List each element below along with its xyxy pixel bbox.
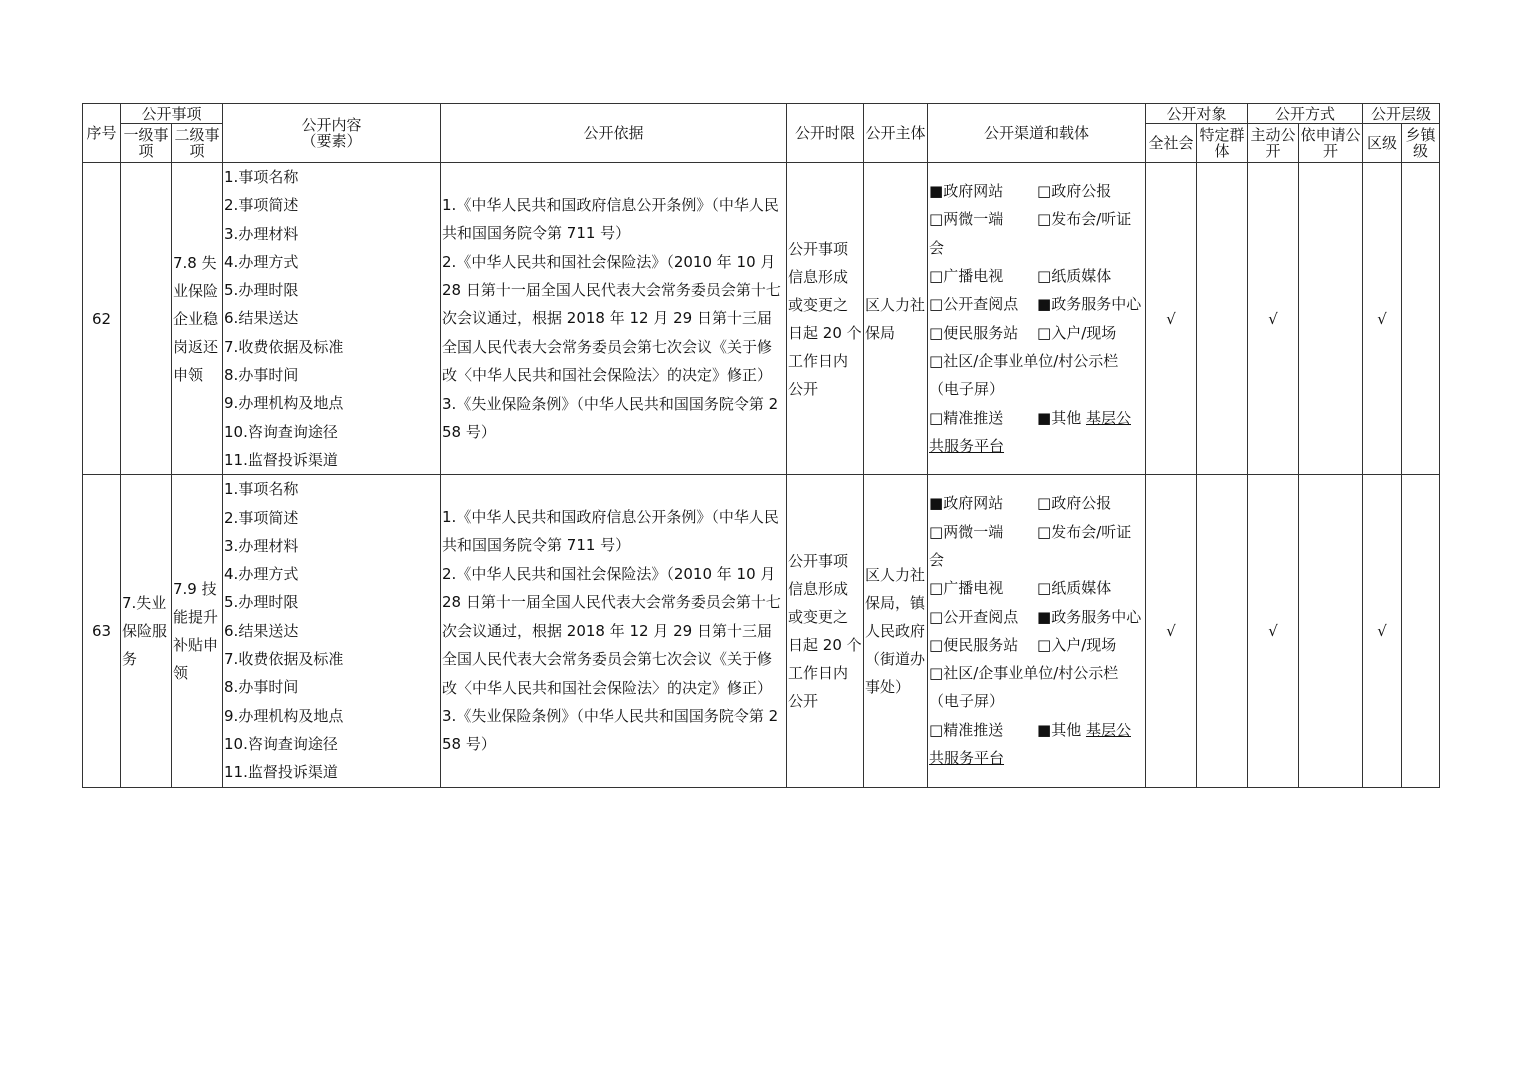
cell-level2	[172, 163, 223, 475]
cell-mode-active: √	[1248, 475, 1299, 787]
channel-option: □发布会/听证	[1037, 210, 1132, 229]
content-item: 9.办理机构及地点	[224, 394, 344, 413]
channel-option: □公开查阅点	[929, 295, 1019, 314]
time-limit-text: 公开事项信息形成或变更之日起 20 个工作日内公开	[788, 551, 862, 710]
content-item: 9.办理机构及地点	[224, 706, 344, 725]
subject-text: 区人力社保局	[865, 295, 926, 342]
content-item: 8.办事时间	[224, 366, 299, 385]
channel-option: □精准推送	[929, 720, 1004, 739]
header-content-line1: 公开内容	[301, 116, 362, 134]
channel-other-value-cont: 共服务平台	[929, 436, 1005, 455]
content-list	[223, 163, 440, 474]
content-item: 1.事项名称	[224, 480, 299, 499]
basis-clause: 3.《失业保险条例》（中华人民共和国国务院令第 258 号）	[442, 706, 779, 754]
header-level-group: 公开层级	[1363, 104, 1440, 124]
level2-text: 7.8 失业保险企业稳岗返还申领	[173, 253, 219, 384]
basis-text	[441, 503, 786, 759]
cell-content	[223, 475, 441, 787]
header-object-group: 公开对象	[1146, 104, 1248, 124]
cell-content	[223, 163, 441, 475]
channel-option: □精准推送	[929, 408, 1004, 427]
cell-subject	[864, 163, 928, 475]
content-item: 6.结果送达	[224, 621, 299, 640]
header-mode-active: 主动公开	[1248, 124, 1299, 163]
channel-option: □纸质媒体	[1037, 579, 1112, 598]
basis-clause: 2.《中华人民共和国社会保险法》（2010 年 10 月 28 日第十一届全国人民代表大会常务委员会第十七次会议通过，根据 2018 年 12 月 29 日第十三届全国人民代表大会常务委员会第七次会议《关于修改〈中华人民共和国社会保险法〉的决定》修正）	[442, 564, 781, 697]
channel-option: □便民服务站	[929, 635, 1019, 654]
channel-option: □政府公报	[1037, 182, 1112, 201]
cell-mode-active: √	[1248, 163, 1299, 475]
header-level2: 二级事项	[172, 124, 223, 163]
channel-option: □便民服务站	[929, 323, 1019, 342]
cell-mode-request	[1299, 163, 1363, 475]
content-item: 2.事项简述	[224, 508, 299, 527]
content-item: 8.办事时间	[224, 678, 299, 697]
cell-channel	[928, 475, 1146, 787]
channel-list	[928, 489, 1145, 772]
header-basis: 公开依据	[441, 104, 787, 163]
channel-option: □纸质媒体	[1037, 267, 1112, 286]
time-limit-text: 公开事项信息形成或变更之日起 20 个工作日内公开	[788, 239, 862, 398]
channel-option: □政府公报	[1037, 494, 1112, 513]
cell-mode-request	[1299, 475, 1363, 787]
channel-option: ■其他	[1037, 720, 1082, 739]
table-body	[83, 163, 1440, 788]
cell-basis	[441, 163, 787, 475]
content-item: 2.事项简述	[224, 196, 299, 215]
basis-clause: 3.《失业保险条例》（中华人民共和国国务院令第 258 号）	[442, 394, 779, 442]
header-time-limit: 公开时限	[787, 104, 864, 163]
basis-clause: 1.《中华人民共和国政府信息公开条例》（中华人民共和国国务院令第 711 号）	[442, 195, 779, 243]
cell-channel	[928, 163, 1146, 475]
content-item: 11.监督投诉渠道	[224, 763, 338, 782]
channel-option: □两微一端	[929, 210, 1004, 229]
header-object-specific: 特定群体	[1197, 124, 1248, 163]
content-item: 3.办理材料	[224, 536, 299, 555]
content-item: 4.办理方式	[224, 565, 299, 584]
channel-option: ■其他	[1037, 408, 1082, 427]
cell-object-specific	[1197, 163, 1248, 475]
content-item: 4.办理方式	[224, 252, 299, 271]
channel-list	[928, 177, 1145, 460]
content-item: 10.咨询查询途径	[224, 734, 338, 753]
cell-level-district: √	[1363, 163, 1402, 475]
channel-option: □入户/现场	[1037, 323, 1117, 342]
cell-object-specific	[1197, 475, 1248, 787]
basis-text	[441, 191, 786, 447]
content-item: 5.办理时限	[224, 281, 299, 300]
table-row	[83, 475, 1440, 787]
channel-option-cont: 会	[929, 551, 945, 569]
content-list	[223, 475, 440, 786]
content-item: 5.办理时限	[224, 593, 299, 612]
channel-option: ■政务服务中心	[1037, 295, 1142, 314]
channel-other-value-cont: 共服务平台	[929, 749, 1005, 768]
header-seq: 序号	[83, 104, 121, 163]
channel-other-value: 基层公	[1085, 720, 1131, 739]
cell-level-town	[1402, 475, 1440, 787]
cell-basis	[441, 475, 787, 787]
table-row	[83, 163, 1440, 475]
channel-option: ■政务服务中心	[1037, 607, 1142, 626]
cell-level-town	[1402, 163, 1440, 475]
channel-option: □社区/企事业单位/村公示栏	[929, 664, 1119, 683]
basis-clause: 2.《中华人民共和国社会保险法》（2010 年 10 月 28 日第十一届全国人民代表大会常务委员会第十七次会议通过，根据 2018 年 12 月 29 日第十三届全国人民代表大会常务委员会第七次会议《关于修改〈中华人民共和国社会保险法〉的决定》修正）	[442, 252, 781, 385]
channel-option: □社区/企事业单位/村公示栏	[929, 351, 1119, 370]
channel-option-cont: 会	[929, 238, 945, 257]
header-level-district: 区级	[1363, 124, 1402, 163]
content-item: 3.办理材料	[224, 224, 299, 243]
header-mode-group: 公开方式	[1248, 104, 1363, 124]
content-item: 1.事项名称	[224, 168, 299, 186]
cell-time-limit	[787, 163, 864, 475]
channel-option: ■政府网站	[929, 182, 1004, 201]
content-item: 11.监督投诉渠道	[224, 450, 338, 469]
channel-option: □发布会/听证	[1037, 522, 1132, 541]
cell-level1	[121, 163, 172, 475]
channel-other-value: 基层公	[1085, 408, 1131, 427]
channel-option: □两微一端	[929, 522, 1004, 541]
table-header	[83, 104, 1440, 163]
channel-option: □公开查阅点	[929, 607, 1019, 626]
header-matter-group: 公开事项	[121, 104, 223, 124]
disclosure-table	[82, 103, 1440, 788]
content-item: 6.结果送达	[224, 309, 299, 328]
cell-level1	[121, 475, 172, 787]
content-item: 7.收费依据及标准	[224, 337, 344, 356]
cell-object-all: √	[1146, 163, 1197, 475]
cell-object-all: √	[1146, 475, 1197, 787]
channel-option: □广播电视	[929, 579, 1004, 598]
header-mode-request: 依申请公开	[1299, 124, 1363, 163]
basis-clause: 1.《中华人民共和国政府信息公开条例》（中华人民共和国国务院令第 711 号）	[442, 508, 779, 555]
cell-seq: 63	[83, 475, 121, 787]
header-level1: 一级事项	[121, 124, 172, 163]
channel-option: ■政府网站	[929, 494, 1004, 513]
header-content-line2: （要素）	[301, 132, 362, 150]
header-object-all: 全社会	[1146, 124, 1197, 163]
cell-time-limit	[787, 475, 864, 787]
subject-text: 区人力社保局，镇人民政府（街道办事处）	[865, 565, 926, 696]
channel-option: □入户/现场	[1037, 635, 1117, 654]
header-level-town: 乡镇级	[1402, 124, 1440, 163]
content-item: 7.收费依据及标准	[224, 650, 344, 669]
cell-subject	[864, 475, 928, 787]
cell-level2	[172, 475, 223, 787]
cell-level-district: √	[1363, 475, 1402, 787]
header-subject: 公开主体	[864, 104, 928, 163]
channel-option-cont: （电子屏）	[929, 692, 1005, 711]
content-item: 10.咨询查询途径	[224, 422, 338, 441]
cell-seq: 62	[83, 163, 121, 475]
header-content	[223, 104, 441, 163]
header-channel: 公开渠道和载体	[928, 104, 1146, 163]
level1-text: 7.失业保险服务	[122, 593, 168, 668]
channel-option-cont: （电子屏）	[929, 380, 1005, 399]
channel-option: □广播电视	[929, 267, 1004, 286]
level2-text: 7.9 技能提升补贴申领	[173, 579, 219, 682]
